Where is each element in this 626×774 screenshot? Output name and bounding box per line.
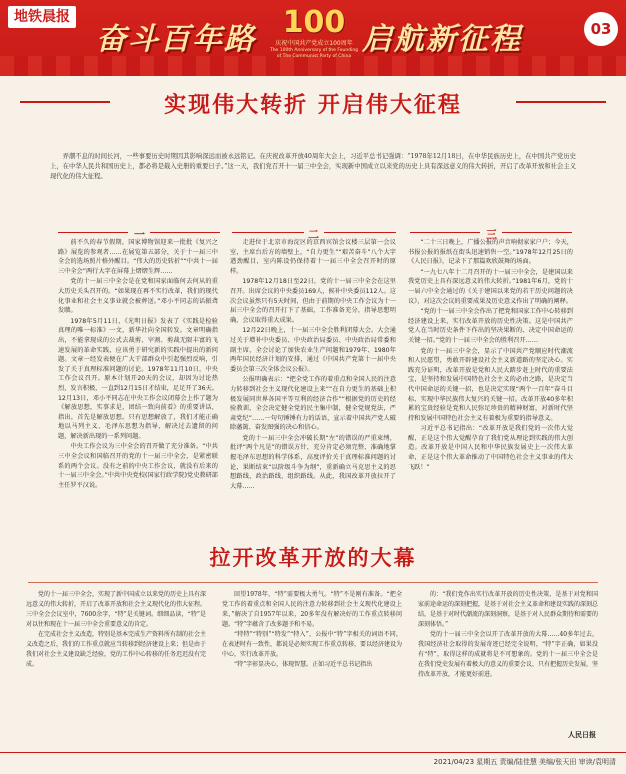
paragraph: “特”字彰显决心，体现智慧。正如习近平总书记指出 [234, 661, 373, 668]
paragraph: 12月22日晚上，十一届三中全会胜利闭幕大会。大会通过关于增补中央委员、中央政治局委员、中央政治局常委和副主席，全会讨论了加快农业生产问题和1979年、1980年两年国民经济计划的安排，通过《中国共产党第十一届中央委员会第三次全体会议公报》。 [230, 327, 396, 373]
newspaper-logo: 地铁晨报 [8, 6, 76, 28]
bottom-column-1 [26, 590, 206, 720]
section-numeral-1: 一 [134, 228, 145, 241]
paragraph: 习近平总书记指出：“改革开放是我们党的一次伟大觉醒，正是这个伟大觉醒孕育了我们党从理论到实践的伟大创造。改革开放是中国人民和中华民族发展史上一次伟大革命，正是这个伟大革命推动了中国特色社会主义事业的伟大飞跃！” [408, 425, 573, 471]
paragraph: 回望1978年，“特”需要极大勇气。“特”不是刚有准备。“把全党工作的着重点和全国人民的注意力转移到社会主义现代化建设上来，”解决了自1957年以来，20多年没有解决好的工作重点转移问题。“特”字蕴含了改多题予和不易。 [222, 591, 402, 628]
paragraph: “特特”“特别”“特发”“特入”，公报中“特”字相关的词语不同，在表述时有一致性，都说是必须实现工作重点转移，要以经济建设为中心，实行改革开放。 [222, 631, 402, 658]
second-headline-rule [28, 582, 598, 583]
page-number-badge: 03 [584, 12, 618, 46]
paragraph: 党的十一届三中全会，实现了新中国成立以来党的历史上具有深远意义的伟大转折，开启了改革开放和社会主义现代化的伟大征程。三中全会会议室中，7600余字，“特”是关键词。细细品读，“特”是对以往和现在十一届三中全会重要意义的肯定。 [26, 591, 206, 628]
emblem-english-caption: The 100th Anniversary of the Founding of The Communist Party of China [269, 48, 359, 59]
intro-paragraph: 弄潮不息的时间长河，一些事要历史时期因其影响深远而被永远铭记。在庆祝改革开放40周年大会上，习近平总书记强调：“1978年12月18日，在中华民族历史上，在中国共产党历史上，在中华人民共和国历史上，都必将是载入史册的重要日子。”这一天，我们党召开十一届三中全会，实现新中国成立以来党的历史上具有深远意义的伟大转折，开启了改革开放和社会主义现代化的伟大征程。 [50, 153, 576, 180]
article-source: 人民日报 [568, 731, 596, 739]
numeral-rule-2 [232, 232, 304, 233]
slogan-right: 启航新征程 [362, 22, 522, 57]
paragraph: “一九七八年十二月召开的十一届三中全会，是建国以来我党历史上具有深远意义的伟大转折。”1981年6月，党的十一届六中全会通过的《关于建国以来党的若干历史问题的决议》，对这次会议的重要成果及历史意义作出了明确的阐释。 [408, 268, 573, 305]
paragraph: 1978年5月11日，《光明日报》发表了《实践是检验真理的唯一标准》一文，新华社向全国转发。文章明确指出，不能拿现成的公式去裁剪、宰割、剪裁无限丰富的飞速发展的革命实践，应该勇于研究新的实践中提出的新问题。文章一经发表便在广大干部群众中引起强烈反响，引发了关于真理标准问题的讨论。1978年11月10日，中央工作会议召开。原本计划开20天的会议，却因为讨论热烈，发言积极，一直到12月15日才结束，足足开了36天。12月13日，邓小平同志在中央工作会议闭幕会上作了题为《解放思想，实事求是，团结一致向前看》的重要讲话，指出，首先是解放思想。只有思想解放了，我们才能正确地以马列主义、毛泽东思想为指导，解决过去遗留的问题，解决新出现的一系列问题。 [58, 317, 218, 440]
page-footer: 2021/04/23 星期五 责编/陆佳慧 美编/张天田 审读/袁明清 [433, 758, 616, 766]
paragraph: 公报明确表示：“把全党工作的着重点和全国人民的注意力转移到社会主义现代化建设上来”“在自力更生的基础上积极发展同世界各国平等互利的经济合作”“根据党的历史的经验教训，全会决定健全党的民主集中制，健全党规党法，严肃党纪”……一句句锤锤有力的话语，宣示着中国共产党人破除藩篱、奋发图强的决心和信心。 [230, 376, 396, 432]
paragraph: 在完成社会主义改造，特别是基本完成生产资料所有制的社会主义改造之后，我们的工作重点就应当转移到经济建设上来；但是由于我们对社会主义建设缺乏经验，党的工作中心转移的任务迟迟没有完成。 [26, 631, 206, 668]
footer-rule [0, 752, 626, 753]
paragraph: “党的十一届三中全会作出了把党和国家工作中心转移到经济建设上来，实行改革开放的历史性决策。这是中国共产党人在当时历史条件下作出的坚决果断的、决定中国命运的关键一招。”党的十一届三中全会的胜利召开…… [408, 308, 573, 344]
numeral-rule-3b [502, 232, 572, 233]
paragraph: 党的十一届三中全会是在党和国家面临何去何从的重大历史关头召开的。“如果现在再不实行改革，我们的现代化事业和社会主义事业就会被葬送。”邓小平同志的话振聋发聩。 [58, 278, 218, 315]
emblem-chinese-caption: 庆祝中国共产党成立100周年 [275, 40, 353, 47]
numeral-rule-1b [150, 232, 220, 233]
paragraph: “二十三日晚上，广播公报的声音响彻家家户户；今天，书报公报的报纸在街头迅速销售一空。”1978年12月25日的《人民日报》，记录下了那篇欢欣鼓舞的场面。 [408, 239, 573, 266]
emblem-number: 100 [282, 5, 346, 40]
article-column-2 [230, 238, 396, 560]
bottom-column-2 [222, 590, 402, 720]
paragraph: 走进位于北京市海淀区的京西宾馆会议楼三层第一会议室，主席台后方的墙壁上，“自力更生”“艰苦奋斗”八个大字遒劲醒目，室内陈设仍保持着十一届三中全会召开时的原样。 [230, 239, 396, 275]
slogan-left: 奋斗百年路 [96, 22, 256, 57]
header-banner [0, 0, 626, 76]
paragraph: 的：“我们党作出实行改革开放的历史性决策，是基于对党和国家前途命运的深刻把握，是基于对社会主义革命和建设实践的深刻总结，是基于对时代潮流的深刻洞察，是基于对人民群众期待和需要的深刻体悟。” [418, 591, 598, 628]
paragraph: 党的十一届三中全会，显示了中国共产党顺应时代潮流和人民愿望，勇敢开辟建设社会主义新道路的坚定决心。实践充分证明，改革开放是党和人民大踏步赶上时代的重要法宝，是坚持和发展中国特色社会主义的必由之路，是决定当代中国命运的关键一招，也是决定实现“两个一百年”奋斗目标、实现中华民族伟大复兴的关键一招。改革开放40多年积累的宝贵经验是党和人民弥足珍贵的精神财富，对新时代坚持和发展中国特色社会主义有着极为重要的指导意义。 [408, 347, 573, 422]
numeral-rule-3 [410, 232, 480, 233]
main-headline: 实现伟大转折 开启伟大征程 [164, 93, 462, 118]
paragraph: 党的十一届三中全会以开了改革开放的大幕……40多年过去，我国经济社会取得的发展奇迹已经完全说明，“特”字正确，如果没有“特”，取得这样的成就将是不可想象的。党的十一届三中全会是在我们党史发展有着极大的意义的重要会议，只有把握历史发展，坚持改革开放，才能更好前进。 [418, 631, 598, 678]
paragraph: 中央工作会议为三中全会的召开做了充分准备。“中共三中全会议和国临召开的党的十一届三中全会，是紧密联系的两个会议。没有之前的中央工作会议，就没有后来的十一届三中全会。”中共中央党校(国家行政学院)党史教研部主任罗平汉说。 [58, 443, 218, 489]
article-column-3 [408, 238, 573, 560]
headline-rule-right [516, 101, 606, 103]
section-numeral-3: 三 [486, 228, 497, 241]
numeral-rule-2b [324, 232, 396, 233]
paragraph: 党的十一届三中全会冲破长期“左”的错误的严重束缚，批评“两个凡是”的错误方针，充分肯定必须完整、准确地掌握毛泽东思想的科学体系，高度评价关于真理标准问题的讨论，果断结束“以阶级斗争为纲”，重新确立马克思主义的思想路线、政治路线、组织路线。从此，我国改革开放拉开了大幕…… [230, 434, 396, 490]
paragraph: 1978年12月18日至22日，党的十一届三中全会在这里召开。出席会议的中央委员169人，候补中央委员112人。这次会议虽然只有5天时间，但由于前期的中央工作会议为十一届三中全会的召开打下了基础，工作准备充分，指导思想明确，会议取得重大成果。 [230, 278, 396, 324]
article-column-1 [58, 238, 218, 560]
paragraph: 前不久的春节假期，国家博物馆迎来一批批《复兴之路》展览的参观者……在展览第五部分，关于十一届三中全会的选场照片格外醒目。“伟大的历史转折”“中共十一届三中全会”两行大字在屏幕上熠熠生辉…… [58, 239, 218, 275]
centenary-emblem [268, 6, 360, 68]
second-headline: 拉开改革开放的大幕 [209, 546, 417, 570]
numeral-rule-1 [58, 232, 128, 233]
bottom-column-3 [418, 590, 598, 720]
section-numeral-2: 二 [308, 228, 319, 241]
